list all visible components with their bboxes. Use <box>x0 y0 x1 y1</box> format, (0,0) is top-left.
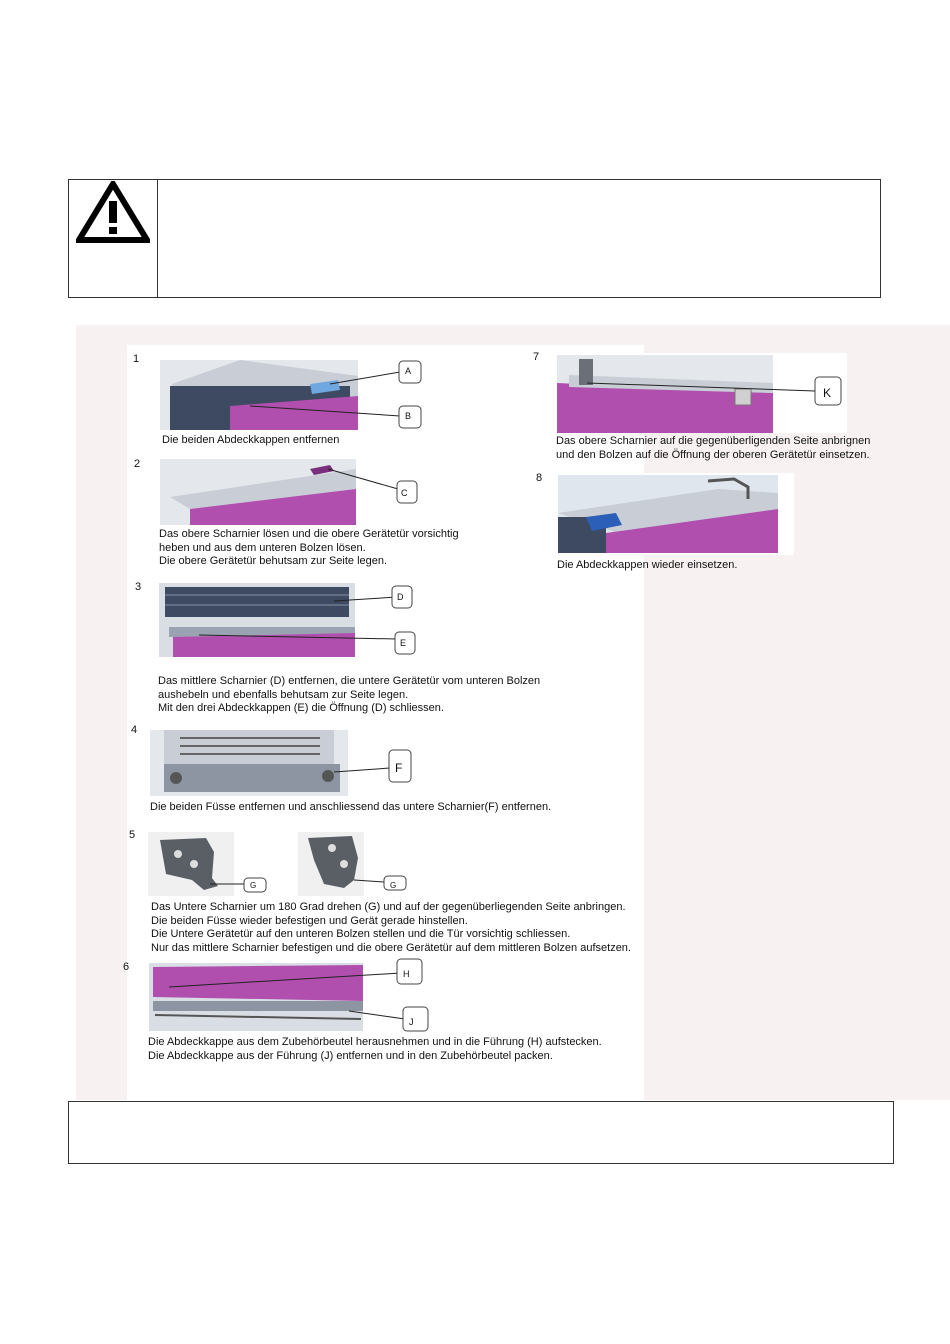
step-3-illustration <box>159 583 419 659</box>
step-4-illustration <box>150 730 415 798</box>
step-6-illustration <box>149 957 434 1033</box>
step-number: 8 <box>536 472 543 484</box>
step-caption: Das Untere Scharnier um 180 Grad drehen (G) und auf der gegenüberliegenden Seite anbringen. Die beiden Füsse wieder befestigen und Gerät gerade hinstellen. Die Untere Gerätetür auf den unteren Bolzen stellen und die Tür vorsichtig schliessen. Nur das mittlere Scharnier befestigen und die obere Gerätetür auf dem mittleren Bolzen aufsetzen. <box>151 901 631 954</box>
callout-label: A <box>405 366 412 376</box>
warning-divider <box>157 179 158 298</box>
step-number: 5 <box>129 829 136 841</box>
step-1-illustration <box>160 356 425 430</box>
warning-box <box>68 179 881 298</box>
step-number: 3 <box>135 581 142 593</box>
warning-triangle-icon <box>76 181 150 243</box>
callout-label: B <box>405 411 412 421</box>
note-box <box>68 1101 894 1164</box>
step-5-illustration <box>148 830 413 898</box>
step-caption: Die beiden Abdeckkappen entfernen <box>162 434 340 446</box>
callout-label: J <box>409 1017 414 1027</box>
callout-label: F <box>395 761 403 775</box>
step-number: 7 <box>533 351 540 363</box>
step-caption: Die Abdeckkappen wieder einsetzen. <box>557 559 738 571</box>
step-2-illustration <box>160 459 420 527</box>
step-caption: Die beiden Füsse entfernen und anschliessend das untere Scharnier(F) entfernen. <box>150 801 552 813</box>
callout-label: K <box>823 386 832 400</box>
callout-label: G <box>250 881 257 890</box>
step-number: 4 <box>131 724 138 736</box>
step-number: 1 <box>133 353 140 365</box>
callout-label: E <box>400 638 407 648</box>
step-number: 6 <box>123 961 130 973</box>
step-8-illustration <box>558 473 794 555</box>
callout-label: H <box>403 969 410 979</box>
callout-label: C <box>401 488 408 498</box>
step-number: 2 <box>134 458 141 470</box>
callout-label: G <box>390 881 397 890</box>
step-caption: Das obere Scharnier auf die gegenüberligenden Seite anbrignen und den Bolzen auf die Öffnung der oberen Gerätetür einsetzen. <box>556 435 871 461</box>
step-caption: Das obere Scharnier lösen und die obere Gerätetür vorsichtig heben und aus dem unteren Bolzen lösen. Die obere Gerätetür behutsam zur Seite legen. <box>159 528 459 568</box>
step-caption: Das mittlere Scharnier (D) entfernen, die untere Gerätetür vom unteren Bolzen aushebeln und ebenfalls behutsam zur Seite legen. Mit den drei Abdeckkappen (E) die Öffnung (D) schliessen. <box>158 675 541 715</box>
step-7-illustration <box>557 353 847 433</box>
step-caption: Die Abdeckkappe aus dem Zubehörbeutel herausnehmen und in die Führung (H) aufstecken. Die Abdeckkappe aus der Führung (J) entfernen und in den Zubehörbeutel packen. <box>148 1036 602 1062</box>
callout-label: D <box>397 592 404 602</box>
